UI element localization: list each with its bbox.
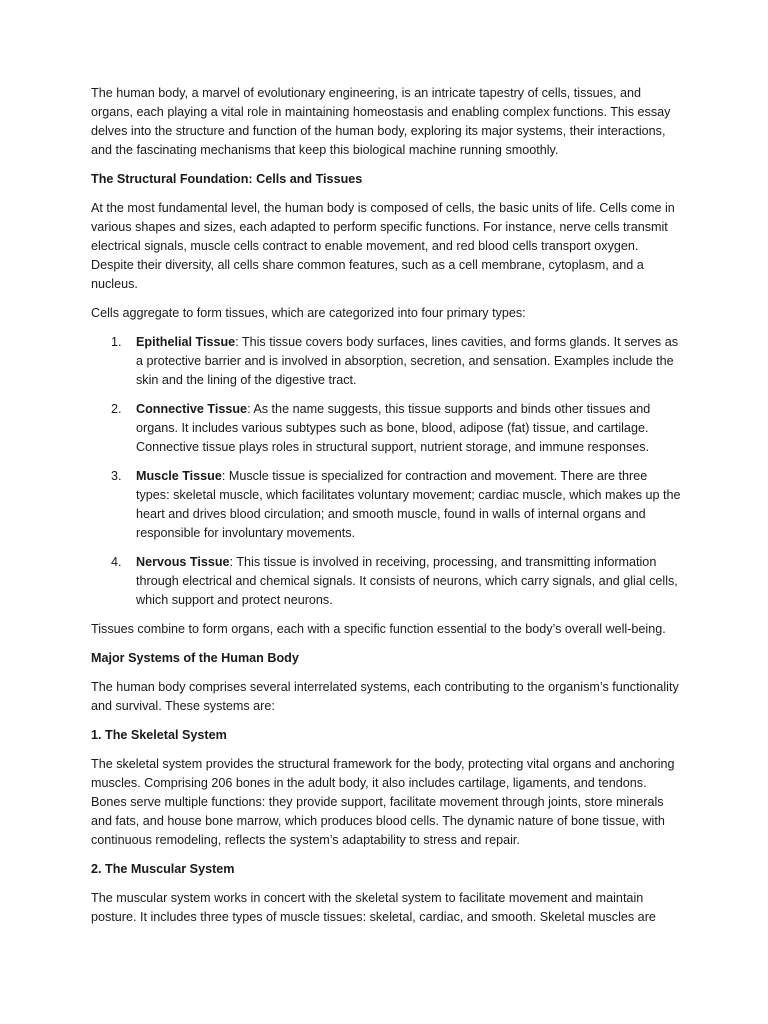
list-item <box>91 400 683 457</box>
list-number: 1. <box>111 335 122 349</box>
heading-skeletal-system: 1. The Skeletal System <box>91 728 227 742</box>
list-text: : Muscle tissue is specialized for contraction and movement. There are three types: skeletal muscle, which facilitates voluntary movement; cardiac muscle, which makes up the heart and drives blood circulation; and smooth muscle, found in walls of internal organs and responsible for involuntary movements. <box>136 469 681 540</box>
list-item <box>91 553 683 610</box>
intro-paragraph: The human body, a marvel of evolutionary engineering, is an intricate tapestry of cells, tissues, and organs, each playing a vital role in maintaining homeostasis and enabling complex functions. This essay delves into the structure and function of the human body, exploring its major systems, their interactions, and the fascinating mechanisms that keep this biological machine running smoothly. <box>91 86 671 157</box>
heading-structural-foundation: The Structural Foundation: Cells and Tissues <box>91 172 363 186</box>
heading-muscular-system: 2. The Muscular System <box>91 862 235 876</box>
cells-paragraph: At the most fundamental level, the human body is composed of cells, the basic units of life. Cells come in various shapes and sizes, each adapted to perform specific functions. For instance, nerve cells transmit electrical signals, muscle cells contract to enable movement, and red blood cells transport oxygen. Despite their diversity, all cells share common features, such as a cell membrane, cytoplasm, and a nucleus. <box>91 201 675 291</box>
skeletal-paragraph: The skeletal system provides the structural framework for the body, protecting vital organs and anchoring muscles. Comprising 206 bones in the adult body, it also includes cartilage, ligaments, and tendons. Bones serve multiple functions: they provide support, facilitate movement through joints, store minerals and fats, and house bone marrow, which produces blood cells. The dynamic nature of bone tissue, with continuous remodeling, reflects the system’s adaptability to stress and repair. <box>91 757 675 847</box>
list-term: Epithelial Tissue <box>136 335 236 349</box>
list-text: : As the name suggests, this tissue supports and binds other tissues and organs. It includes various subtypes such as bone, blood, adipose (fat) tissue, and cartilage. Connective tissue plays roles in structural support, nutrient storage, and immune responses. <box>136 402 651 454</box>
document-page <box>91 84 683 937</box>
list-number: 4. <box>111 555 122 569</box>
list-text: : This tissue covers body surfaces, lines cavities, and forms glands. It serves as a protective barrier and is involved in absorption, secretion, and sensation. Examples include the skin and the lining of the digestive tract. <box>136 335 678 387</box>
muscular-paragraph: The muscular system works in concert with the skeletal system to facilitate movement and maintain posture. It includes three types of muscle tissues: skeletal, cardiac, and smooth. Skeletal muscles are <box>91 891 656 924</box>
list-number: 3. <box>111 469 122 483</box>
systems-paragraph: The human body comprises several interrelated systems, each contributing to the organism’s functionality and survival. These systems are: <box>91 680 679 713</box>
list-term: Connective Tissue <box>136 402 248 416</box>
heading-major-systems: Major Systems of the Human Body <box>91 651 299 665</box>
organs-paragraph: Tissues combine to form organs, each with a specific function essential to the body’s overall well-being. <box>91 622 666 636</box>
list-text: : This tissue is involved in receiving, processing, and transmitting information through electrical and chemical signals. It consists of neurons, which carry signals, and glial cells, which support and protect neurons. <box>136 555 678 607</box>
list-item <box>91 467 683 543</box>
list-term: Nervous Tissue <box>136 555 230 569</box>
list-term: Muscle Tissue <box>136 469 222 483</box>
list-item <box>91 333 683 390</box>
tissue-list <box>91 333 683 610</box>
tissue-types-intro: Cells aggregate to form tissues, which are categorized into four primary types: <box>91 306 526 320</box>
list-number: 2. <box>111 402 122 416</box>
